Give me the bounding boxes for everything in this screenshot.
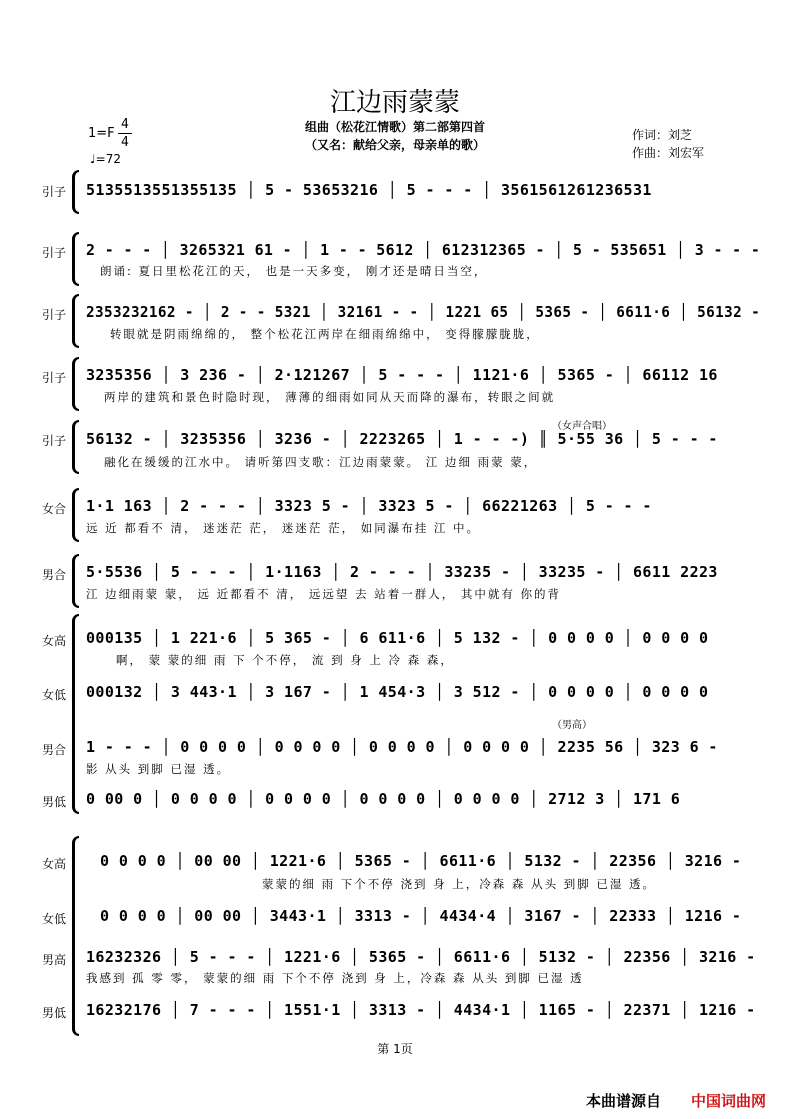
lyricist-credit: 作词：刘芝	[632, 128, 693, 142]
part-label: 男合	[42, 743, 67, 757]
notation-line: 1 - - - │ 0 0 0 0 │ 0 0 0 0 │ 0 0 0 0 │ 0 0 0 0 │ 2235 56 │ 323 6 -	[86, 738, 718, 756]
staff-brace	[72, 488, 79, 542]
part-label: 引子	[42, 246, 67, 260]
page-number: 第 1页	[377, 1042, 413, 1056]
part-label: 引子	[42, 185, 67, 199]
lyric-line: 我感到 孤 零 零， 蒙蒙的细 雨 下个不停 浇到 身 上，冷森 森 从头 到脚 已湿 透	[86, 971, 584, 985]
notation-line: 0 00 0 │ 0 0 0 0 │ 0 0 0 0 │ 0 0 0 0 │ 0 0 0 0 │ 2712 3 │ 171 6	[86, 790, 681, 808]
lyric-line: 两岸的建筑和景色时隐时现， 薄薄的细雨如同从天而降的瀑布，转眼之间就	[104, 390, 556, 404]
part-label: 女高	[42, 634, 67, 648]
tempo-marking: ♩=72	[90, 152, 121, 166]
lyric-line: 远 近 都看不 清， 迷迷茫 茫， 迷迷茫 茫， 如同瀑布挂 江 中。	[86, 521, 481, 535]
lyric-line: 转眼就是阴雨绵绵的， 整个松花江两岸在细雨绵绵中， 变得朦朦胧胧，	[110, 327, 540, 341]
notation-line: 2 - - - │ 3265321 61 - │ 1 - - 5612 │ 612312365 - │ 5 - 535651 │ 3 - - -	[86, 241, 761, 259]
part-label: 男低	[42, 1006, 67, 1020]
notation-line: 2353232162 - │ 2 - - 5321 │ 32161 - - │ 1221 65 │ 5365 - │ 6611·6 │ 56132 -	[86, 303, 761, 321]
staff-brace	[72, 294, 79, 348]
staff-brace	[72, 420, 79, 474]
notation-line: 16232176 │ 7 - - - │ 1551·1 │ 3313 - │ 4434·1 │ 1165 - │ 22371 │ 1216 -	[86, 1001, 756, 1019]
part-label: 女低	[42, 912, 67, 926]
notation-line: 16232326 │ 5 - - - │ 1221·6 │ 5365 - │ 6611·6 │ 5132 - │ 22356 │ 3216 -	[86, 948, 756, 966]
staff-brace	[72, 357, 79, 411]
lyric-line: 啊， 蒙 蒙的细 雨 下 个不停， 流 到 身 上 冷 森 森，	[116, 653, 454, 667]
part-label: 男合	[42, 568, 67, 582]
system-brace	[72, 614, 79, 814]
lyric-line: 影 从头 到脚 已湿 透。	[86, 762, 231, 776]
meter-bottom: 4	[121, 135, 129, 150]
lyric-line: 融化在缓缓的江水中。 请听第四支歌：江边雨蒙蒙。 江 边细 雨蒙 蒙，	[104, 455, 538, 469]
part-label: 引子	[42, 371, 67, 385]
male-high-marking: （男高）	[552, 720, 592, 731]
notation-line: 1·1 163 │ 2 - - - │ 3323 5 - │ 3323 5 - │ 66221263 │ 5 - - -	[86, 497, 652, 515]
notation-line: 5135513551355135 │ 5 - 53653216 │ 5 - - - │ 3561561261236531	[86, 181, 652, 199]
lyric-line: 江 边细雨蒙 蒙， 远 近都看不 清， 远远望 去 站着一群人， 其中就有 你的背	[86, 587, 562, 601]
meter-top: 4	[121, 117, 129, 132]
part-label: 女合	[42, 502, 67, 516]
notation-line: 5·5536 │ 5 - - - │ 1·1163 │ 2 - - - │ 33235 - │ 33235 - │ 6611 2223	[86, 563, 718, 581]
composer-credit: 作曲：刘宏军	[632, 146, 705, 160]
notation-line: 000135 │ 1 221·6 │ 5 365 - │ 6 611·6 │ 5 132 - │ 0 0 0 0 │ 0 0 0 0	[86, 629, 709, 647]
system-brace	[72, 836, 79, 1036]
meter-divider	[118, 133, 132, 134]
part-label: 男低	[42, 795, 67, 809]
lyric-line: 蒙蒙的细 雨 下个不停 浇到 身 上，冷森 森 从头 到脚 已湿 透。	[262, 877, 657, 891]
part-label: 女低	[42, 688, 67, 702]
notation-line: 0 0 0 0 │ 00 00 │ 3443·1 │ 3313 - │ 4434·4 │ 3167 - │ 22333 │ 1216 -	[100, 907, 742, 925]
notation-line: 000132 │ 3 443·1 │ 3 167 - │ 1 454·3 │ 3 512 - │ 0 0 0 0 │ 0 0 0 0	[86, 683, 709, 701]
notation-line: 56132 - │ 3235356 │ 3236 - │ 2223265 │ 1 - - -) ║ 5·55 36 │ 5 - - -	[86, 430, 718, 448]
lyric-line: 朗诵: 夏日里松花江的天， 也是一天多变， 刚才还是晴日当空，	[100, 264, 488, 278]
key-signature: 1=F	[88, 126, 115, 141]
part-label: 引子	[42, 308, 67, 322]
female-chorus-marking: （女声合唱）	[552, 421, 612, 432]
notation-line: 0 0 0 0 │ 00 00 │ 1221·6 │ 5365 - │ 6611·6 │ 5132 - │ 22356 │ 3216 -	[100, 852, 742, 870]
part-label: 男高	[42, 953, 67, 967]
staff-brace	[72, 170, 79, 214]
staff-brace	[72, 554, 79, 608]
site-name[interactable]: 中国词曲网	[691, 1092, 767, 1110]
subtitle: 组曲（松花江情歌）第二部第四首	[304, 120, 485, 134]
part-label: 引子	[42, 434, 67, 448]
alt-subtitle: （又名：献给父亲，母亲单的歌）	[304, 138, 485, 152]
source-label: 本曲谱源自	[586, 1092, 662, 1110]
staff-brace	[72, 232, 79, 286]
song-title: 江边雨蒙蒙	[329, 88, 460, 118]
part-label: 女高	[42, 857, 67, 871]
notation-line: 3235356 │ 3 236 - │ 2·121267 │ 5 - - - │ 1121·6 │ 5365 - │ 66112 16	[86, 366, 718, 384]
